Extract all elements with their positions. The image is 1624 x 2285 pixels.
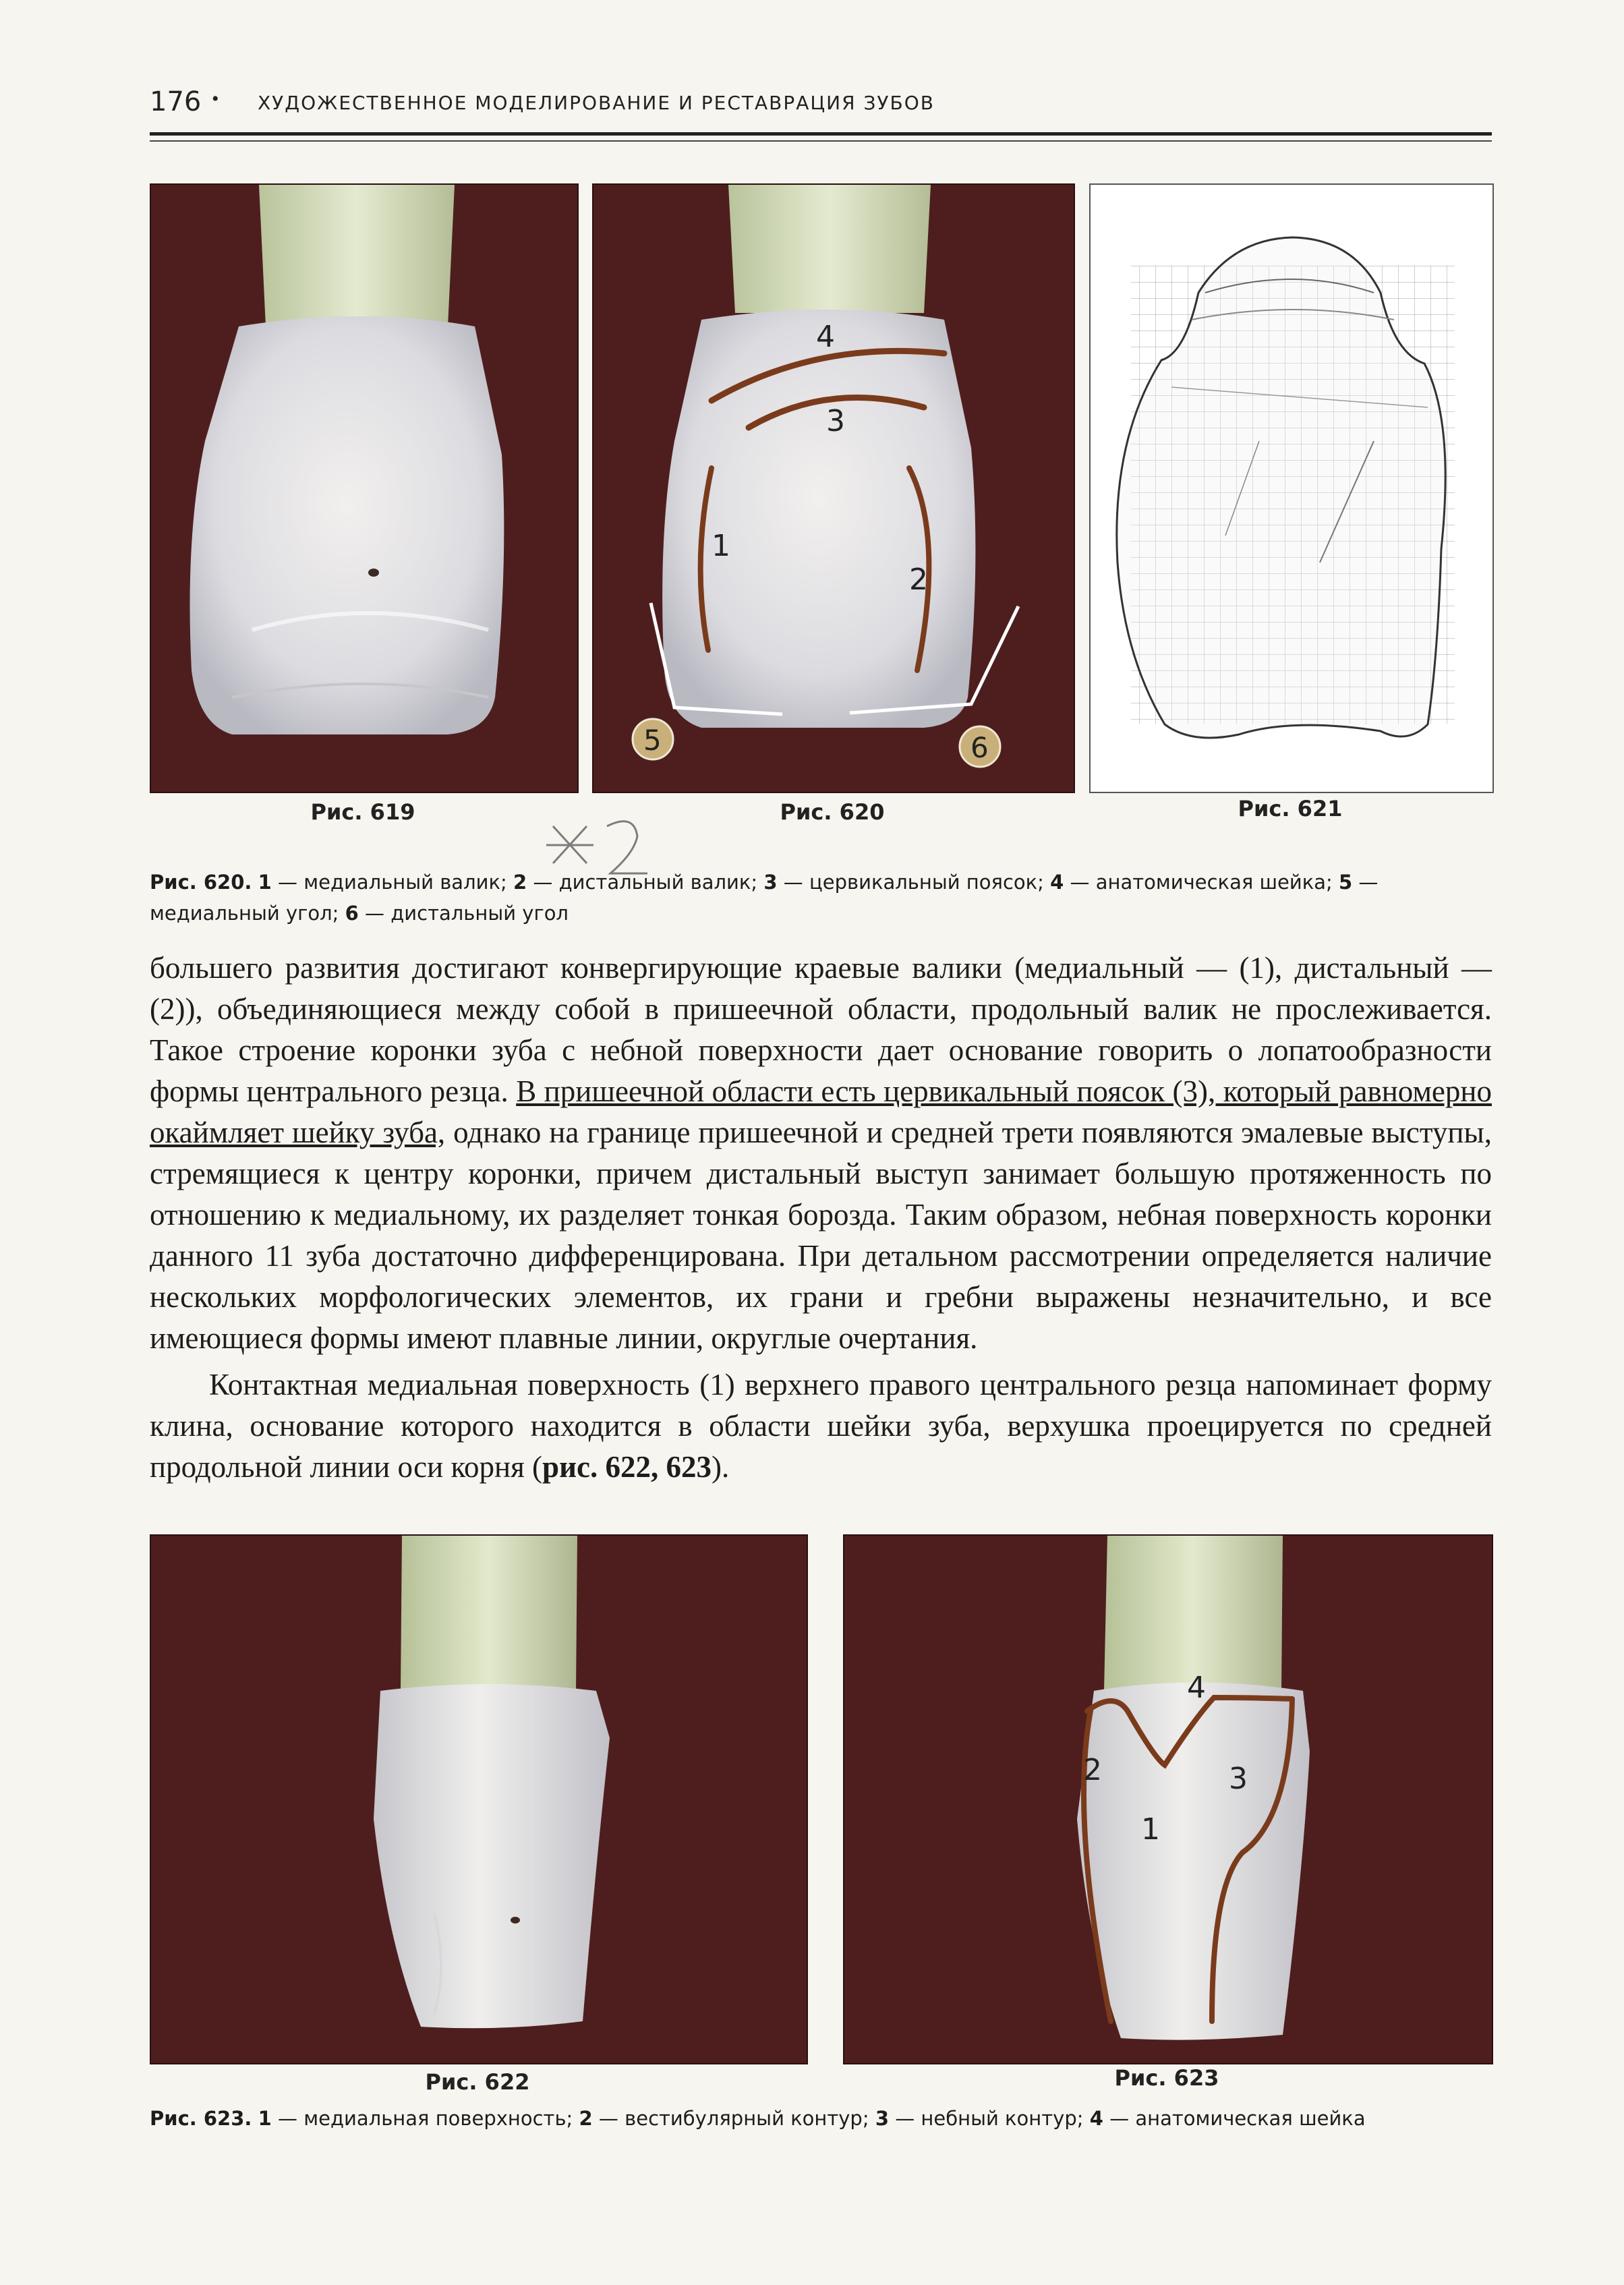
fig623-marker-1: 1 xyxy=(1141,1812,1160,1847)
paragraph-1-part-b: однако на границе пришеечной и средней трети появляются эмалевые выступы, стремящиеся к центру коронки, причем дистальный выступ занимает большую протяженность по отношению к медиальному, их разделяет тонкая борозда. Таким образом, небная поверхность коронки данного 11 зуба достаточно дифференцирована. При детальном рассмотрении определяется наличие нескольких морфологических элементов, их грани и гребни выражены незначительно, и все имеющиеся формы имеют плавные линии, округлые очертания. xyxy=(150,1116,1492,1355)
caption-620-num-2: 2 xyxy=(513,871,527,894)
paragraph-2 xyxy=(150,1364,1492,1488)
fig620-marker-6: 6 xyxy=(970,731,989,764)
fig623-marker-2: 2 xyxy=(1083,1753,1102,1787)
header-rule-thin xyxy=(150,140,1492,142)
paragraph-1-underlined: В пришеечной области есть цервикальный поясок (3), который равномерно окаймляет шейку зуба, xyxy=(150,1074,1492,1149)
caption-620-text-5: — медиальный угол; xyxy=(150,871,1379,925)
running-header xyxy=(150,86,1492,127)
figure-623-photo xyxy=(843,1534,1493,2064)
figure-619-photo xyxy=(150,183,579,793)
paragraph-1 xyxy=(150,948,1492,1359)
figure-620-photo xyxy=(592,183,1075,793)
figure-623-caption xyxy=(150,2103,1492,2134)
caption-620-num-1: 1 xyxy=(258,871,272,894)
fig620-marker-4: 4 xyxy=(816,320,835,354)
caption-620-num-3: 3 xyxy=(763,871,778,894)
body-text xyxy=(150,948,1492,1488)
figure-621-label: Рис. 621 xyxy=(1238,796,1343,821)
fig623-marker-4: 4 xyxy=(1187,1671,1206,1705)
figure-620-label: Рис. 620 xyxy=(780,799,885,825)
caption-623-num-3: 3 xyxy=(875,2107,889,2130)
figure-622-photo xyxy=(150,1534,808,2064)
running-title: ХУДОЖЕСТВЕННОЕ МОДЕЛИРОВАНИЕ И РЕСТАВРАЦИЯ ЗУБОВ xyxy=(258,92,935,114)
paragraph-2-part-b: ). xyxy=(711,1450,730,1484)
fig620-marker-1: 1 xyxy=(712,529,730,563)
caption-623-num-2: 2 xyxy=(579,2107,593,2130)
caption-623-text-4: — анатомическая шейка xyxy=(1103,2107,1366,2130)
header-bullet: • xyxy=(212,88,219,110)
figure-622-label: Рис. 622 xyxy=(425,2069,530,2095)
caption-623-num-1: 1 xyxy=(258,2107,272,2130)
caption-620-text-1: — медиальный валик; xyxy=(271,871,513,894)
figure-619-label: Рис. 619 xyxy=(310,799,415,825)
paragraph-2-figure-ref: рис. 622, 623 xyxy=(542,1450,712,1484)
caption-620-text-6: — дистальный угол xyxy=(358,902,569,925)
caption-620-text-3: — цервикальный поясок; xyxy=(777,871,1051,894)
paragraph-1-part-a: большего развития достигают конвергирующие краевые валики (медиальный — (1), дистальный — (2)), объединяющиеся между собой в пришеечной области, продольный валик не прослеживается. Такое строение коронки зуба с небной поверхности дает основание говорить о лопатообразности формы центрального резца. xyxy=(150,951,1492,1108)
fig623-marker-3: 3 xyxy=(1229,1762,1248,1796)
figure-621-sketch xyxy=(1089,183,1494,793)
paragraph-2-part-a: Контактная медиальная поверхность (1) верхнего правого центрального резца напоминает форму клина, основание которого находится в области шейки зуба, верхушка проецируется по средней продольной линии оси корня ( xyxy=(150,1368,1492,1484)
caption-620-num-6: 6 xyxy=(345,902,359,925)
caption-620-num-4: 4 xyxy=(1050,871,1064,894)
caption-620-num-5: 5 xyxy=(1339,871,1353,894)
figure-620-caption xyxy=(150,867,1492,929)
header-rule xyxy=(150,132,1492,136)
caption-623-prefix: Рис. 623. xyxy=(150,2107,252,2130)
fig620-marker-2: 2 xyxy=(909,562,928,597)
caption-620-prefix: Рис. 620. xyxy=(150,871,252,894)
caption-623-text-2: — вестибулярный контур; xyxy=(592,2107,875,2130)
caption-623-num-4: 4 xyxy=(1089,2107,1103,2130)
fig620-marker-3: 3 xyxy=(826,404,845,438)
caption-623-text-1: — медиальная поверхность; xyxy=(271,2107,579,2130)
caption-620-text-2: — дистальный валик; xyxy=(527,871,764,894)
figure-623-label: Рис. 623 xyxy=(1114,2065,1219,2091)
page-number: 176 xyxy=(150,86,202,117)
fig620-marker-5: 5 xyxy=(643,724,662,757)
caption-620-text-4: — анатомическая шейка; xyxy=(1064,871,1339,894)
caption-623-text-3: — небный контур; xyxy=(889,2107,1090,2130)
